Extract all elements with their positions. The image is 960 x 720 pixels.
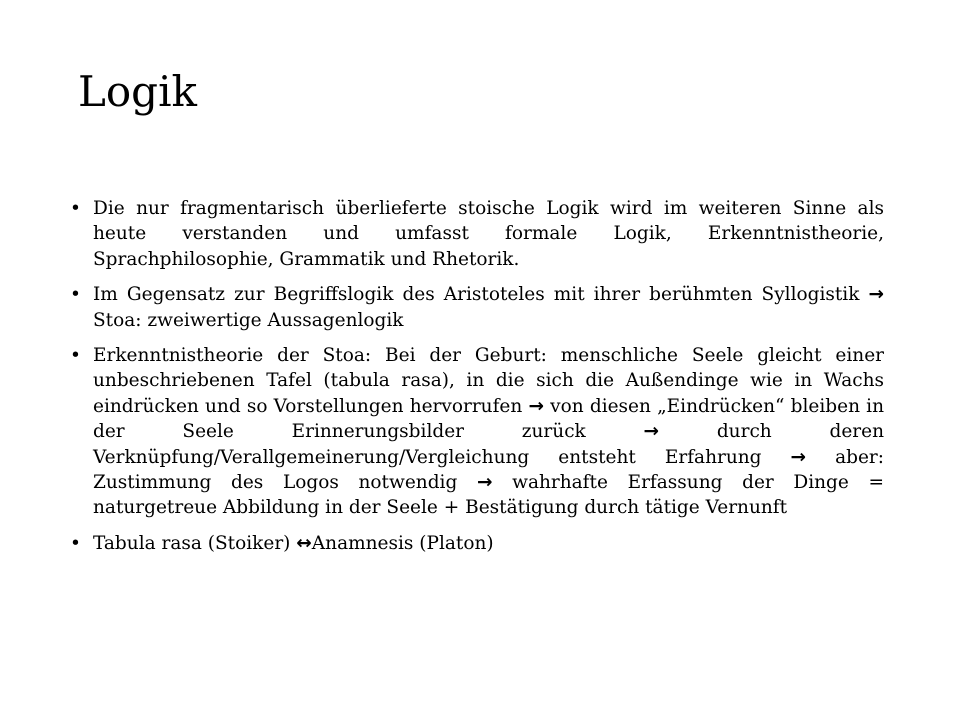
- bullet-marker: •: [70, 284, 81, 306]
- list-item: [70, 531, 884, 556]
- list-item: [70, 196, 884, 272]
- bullet-marker: •: [70, 198, 81, 219]
- bullet-list: [70, 196, 884, 566]
- bullet-text: Tabula rasa (Stoiker) ↔Anamnesis (Platon): [93, 532, 494, 554]
- bullet-text: Die nur fragmentarisch überlieferte stoische Logik wird im weiteren Sinne als heute verstanden und umfasst formale Logik, Erkenntnistheorie, Sprachphilosophie, Grammatik und Rhetorik.: [93, 198, 884, 270]
- bullet-text: Im Gegensatz zur Begriffslogik des Aristoteles mit ihrer berühmten Syllogistik → Stoa: zweiwertige Aussagenlogik: [93, 284, 884, 331]
- slide-title: Logik: [78, 67, 197, 116]
- arrow-left-right-icon: ↔: [296, 532, 312, 554]
- arrow-right-icon: →: [528, 395, 544, 417]
- bullet-text: Erkenntnistheorie der Stoa: Bei der Geburt: menschliche Seele gleicht einer unbeschriebenen Tafel (tabula rasa), in die sich die Außendinge wie in Wachs eindrücken und so Vorstellungen hervorrufen → von diesen „Eindrücken“ bleiben in der Seele Erinnerungsbilder zurück → durch deren Verknüpfung/Verallgemeinerung/Vergleichung entsteht Erfahrung → aber: Zustimmung des Logos notwendig → wahrhafte Erfassung der Dinge = naturgetreue Abbildung in der Seele + Bestätigung durch tätige Vernunft: [93, 345, 884, 519]
- arrow-right-icon: →: [643, 421, 660, 443]
- bullet-marker: •: [70, 345, 81, 367]
- bullet-marker: •: [70, 532, 81, 554]
- arrow-right-icon: →: [790, 446, 807, 468]
- list-item: [70, 343, 884, 521]
- arrow-right-icon: →: [868, 284, 884, 306]
- list-item: [70, 282, 884, 333]
- arrow-right-icon: →: [476, 472, 493, 494]
